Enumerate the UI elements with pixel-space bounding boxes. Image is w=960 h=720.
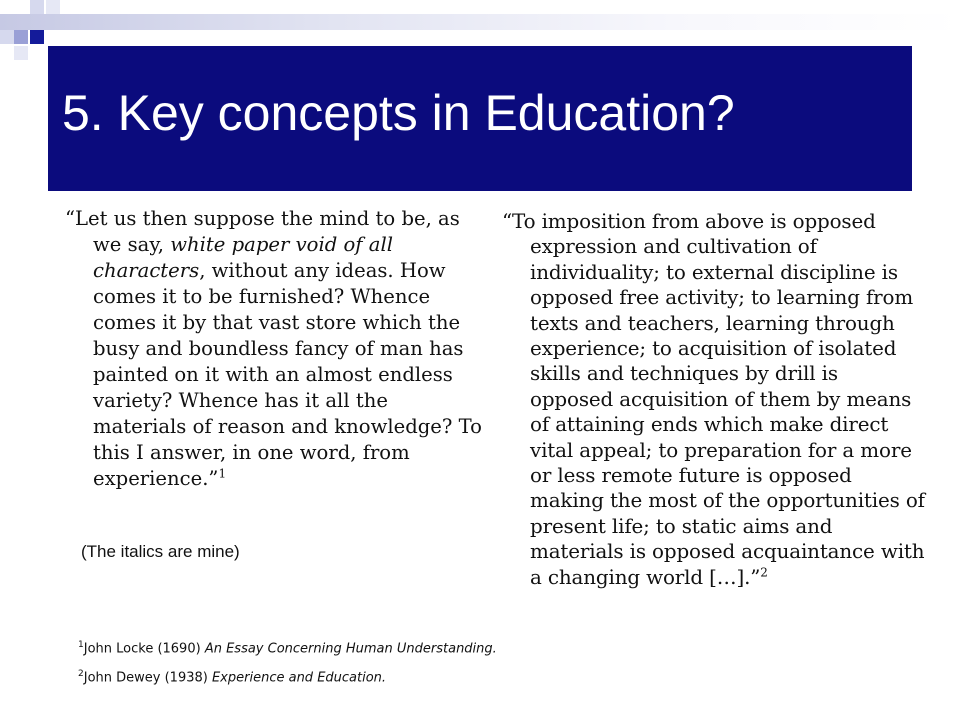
reference-work: Experience and Education. — [211, 670, 387, 686]
decorative-square-5 — [14, 30, 28, 44]
reference-dewey — [78, 669, 386, 685]
reference-locke — [78, 640, 497, 656]
decorative-square-2 — [30, 0, 44, 14]
reference-work: An Essay Concerning Human Understanding. — [204, 641, 497, 657]
footnote-mark-2: 2 — [760, 565, 768, 580]
reference-author: John Dewey (1938) — [83, 670, 212, 686]
decorative-square-8 — [14, 46, 28, 60]
footnote-mark-1: 1 — [218, 466, 227, 481]
title-bar — [48, 46, 912, 191]
reference-mark: 1 — [78, 640, 84, 650]
decorative-square-4 — [0, 30, 14, 44]
locke-quote — [65, 206, 483, 492]
locke-quote-open: “Let us then suppose the mind to be, as we say, — [65, 207, 460, 256]
locke-quote-italic: white paper void of all characters — [93, 233, 393, 282]
italics-note: (The italics are mine) — [81, 542, 240, 561]
decorative-square-7 — [46, 0, 60, 14]
reference-author: John Locke (1690) — [83, 641, 205, 657]
dewey-quote-text: “To imposition from above is opposed expression and cultivation of individuality; to external discipline is opposed free activity; to learning from texts and teachers, learning through experience; to acquisition of isolated skills and techniques by drill is opposed acquisition of them by means of attaining ends which make direct vital appeal; to preparation for a more or less remote future is opposed making the most of the opportunities of present life; to static aims and materials is opposed acquaintance with a changing world […].” — [502, 210, 925, 589]
reference-mark: 2 — [78, 669, 84, 679]
header-gradient-band — [0, 14, 960, 30]
locke-quote-rest: , without any ideas. How comes it to be furnished? Whence comes it by that vast store which the busy and boundless fancy of man has painted on it with an almost endless variety? Whence has it all the materials of reason and knowledge? To this I answer, in one word, from experience.” — [93, 259, 482, 490]
slide-title: 5. Key concepts in Education? — [62, 85, 735, 141]
decorative-square-6 — [30, 30, 44, 44]
dewey-quote — [502, 209, 925, 590]
